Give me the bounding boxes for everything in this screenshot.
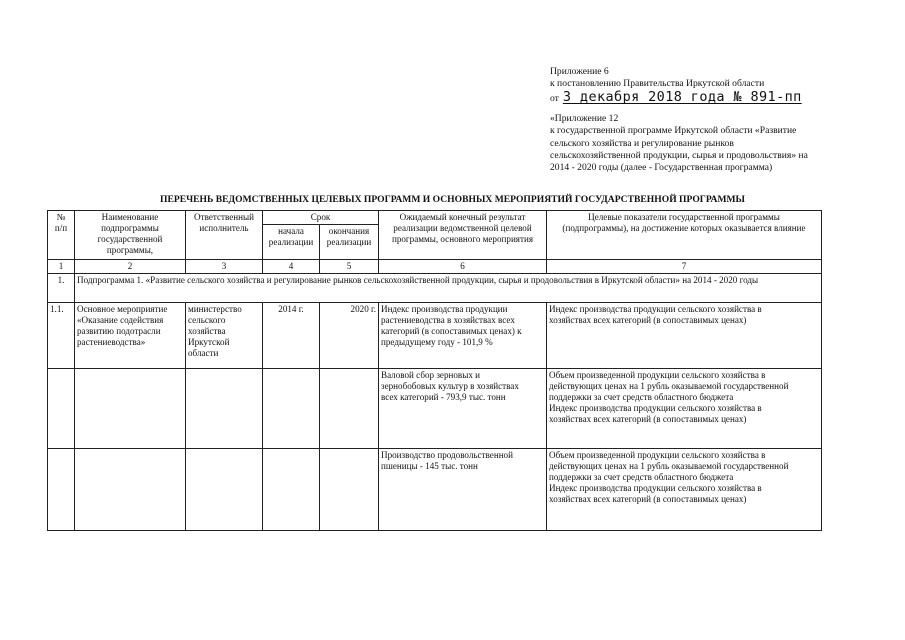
- row-num: 1.1.: [48, 303, 75, 369]
- row-start: [263, 369, 320, 449]
- row-num: [48, 449, 75, 531]
- row-result: Индекс производства продукции растениеводства в хозяйствах всех категорий (в сопоставимых ценах) к предыдущему году - 101,9 %: [379, 303, 547, 369]
- appendix-12-line: сельскохозяйственной продукции, сырья и продовольствия» на: [550, 149, 808, 161]
- appendix-number: Приложение 6: [550, 66, 609, 77]
- subprogram-num: 1.: [48, 274, 75, 303]
- row-targets: Объем произведенной продукции сельского хозяйства в действующих ценах на 1 рубль оказываемой государственной поддержки за счет средств областного бюджета Индекс производства продукции сельского хозяйства в хозяйствах всех категорий (в сопоставимых ценах): [547, 449, 822, 531]
- appendix-header: [550, 66, 850, 106]
- row-end: [320, 369, 379, 449]
- header-term: Срок: [263, 211, 379, 225]
- appendix-12-line: к государственной программе Иркутской области «Развитие: [550, 125, 797, 137]
- column-number: 5: [320, 260, 379, 274]
- header-row: [48, 211, 822, 225]
- row-start: 2014 г.: [263, 303, 320, 369]
- appendix-resolution: к постановлению Правительства Иркутской области: [550, 78, 765, 90]
- header-end: окончания реализации: [320, 225, 379, 260]
- row-result: Производство продовольственной пшеницы - 145 тыс. тонн: [379, 449, 547, 531]
- programs-table: [47, 210, 822, 531]
- row-executor: [186, 449, 263, 531]
- header-name: Наименование подпрограммы государственной программы,: [75, 211, 186, 260]
- header-start: начала реализации: [263, 225, 320, 260]
- row-start: [263, 449, 320, 531]
- row-num: [48, 369, 75, 449]
- header-targets: Целевые показатели государственной программы (подпрограммы), на достижение которых оказывается влияние: [547, 211, 822, 260]
- appendix-12-line: сельского хозяйства и регулирование рынков: [550, 137, 734, 149]
- header-result: Ожидаемый конечный результат реализации ведомственной целевой программы, основного мероприятия: [379, 211, 547, 260]
- subprogram-row: [48, 274, 822, 303]
- column-number: 2: [75, 260, 186, 274]
- appendix-12-line: «Приложение 12: [550, 113, 619, 124]
- column-number: 7: [547, 260, 822, 274]
- row-targets: Объем произведенной продукции сельского хозяйства в действующих ценах на 1 рубль оказываемой государственной поддержки за счет средств областного бюджета Индекс производства продукции сельского хозяйства в хозяйствах всех категорий (в сопоставимых ценах): [547, 369, 822, 449]
- column-number: 1: [48, 260, 75, 274]
- row-name: [75, 369, 186, 449]
- column-number: 3: [186, 260, 263, 274]
- row-targets: Индекс производства продукции сельского хозяйства в хозяйствах всех категорий (в сопоставимых ценах): [547, 303, 822, 369]
- table-row: [48, 303, 822, 369]
- row-result: Валовой сбор зерновых и зернобобовых культур в хозяйствах всех категорий - 793,9 тыс. тонн: [379, 369, 547, 449]
- header-executor: Ответственный исполнитель: [186, 211, 263, 260]
- row-executor: министерство сельского хозяйства Иркутской области: [186, 303, 263, 369]
- column-number: 6: [379, 260, 547, 274]
- appendix-12-line: 2014 - 2020 годы (далее - Государственная программа): [550, 162, 773, 174]
- document-title: ПЕРЕЧЕНЬ ВЕДОМСТВЕННЫХ ЦЕЛЕВЫХ ПРОГРАММ И ОСНОВНЫХ МЕРОПРИЯТИЙ ГОСУДАРСТВЕННОЙ ПРОГРАММЫ: [160, 194, 745, 205]
- appendix-12-header: [550, 113, 855, 174]
- row-name: [75, 449, 186, 531]
- row-executor: [186, 369, 263, 449]
- header-num: № п/п: [48, 211, 75, 260]
- resolution-date: 3 декабря 2018 года № 891-пп: [562, 89, 802, 106]
- table-row: [48, 369, 822, 449]
- column-number: 4: [263, 260, 320, 274]
- row-end: 2020 г.: [320, 303, 379, 369]
- appendix-date-line: [550, 91, 850, 105]
- date-prefix: от: [550, 93, 559, 105]
- row-end: [320, 449, 379, 531]
- subprogram-title: Подпрограмма 1. «Развитие сельского хозяйства и регулирование рынков сельскохозяйственной продукции, сырья и продовольствия в Иркутской области» на 2014 - 2020 годы: [75, 274, 822, 303]
- row-name: Основное мероприятие «Оказание содействия развитию подотрасли растениеводства»: [75, 303, 186, 369]
- column-number-row: [48, 260, 822, 274]
- table-row: [48, 449, 822, 531]
